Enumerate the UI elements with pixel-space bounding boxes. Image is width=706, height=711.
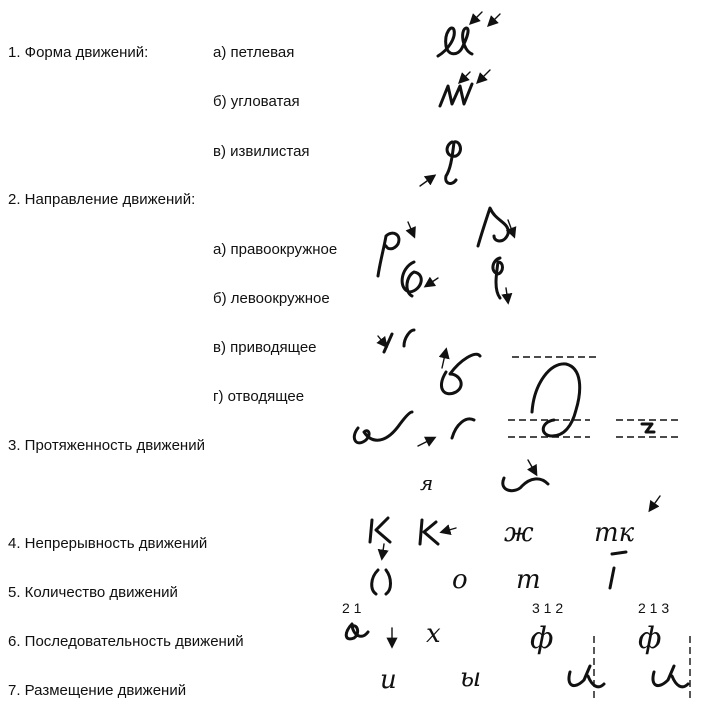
stroke-order-mark-3: 2 1 3 — [638, 600, 670, 616]
category-4-title: 4. Непрерывность движений — [8, 535, 208, 552]
letter-f-2: ф — [638, 621, 662, 656]
letter-kh: х — [426, 619, 441, 649]
category-1-option-b: б) угловатая — [213, 93, 300, 110]
letter-ya: я — [420, 471, 434, 495]
stroke-order-mark-2: 3 1 2 — [532, 600, 564, 616]
placement-samples — [569, 636, 690, 700]
category-1-title: 1. Форма движений: — [8, 44, 149, 61]
wavy-form-sample — [420, 142, 460, 186]
quantity-stroke-sample — [610, 552, 626, 588]
category-2-option-a: а) правоокружное — [213, 241, 338, 258]
category-5-title: 5. Количество движений — [8, 584, 178, 601]
letter-i: и — [380, 665, 397, 695]
abducting-sample — [508, 357, 680, 437]
category-6-title: 6. Последовательность движений — [8, 633, 244, 650]
category-2-option-d: г) отводящее — [213, 388, 305, 405]
letter-zh: ж — [504, 518, 534, 548]
quantity-samples — [372, 570, 391, 594]
letter-y: ы — [460, 663, 482, 693]
angular-form-sample — [440, 70, 490, 106]
category-3-title: 3. Протяженность движений — [8, 437, 205, 454]
category-1-option-a: а) петлевая — [213, 44, 295, 61]
category-7-title: 7. Размещение движений — [8, 682, 187, 699]
stroke-order-mark-1: 2 1 — [342, 600, 362, 616]
category-2-option-b: б) левоокружное — [213, 290, 330, 307]
adducting-sample — [378, 330, 480, 394]
extent-samples — [354, 412, 474, 446]
looped-form-sample — [438, 12, 500, 56]
counterclockwise-samples — [402, 258, 508, 302]
letter-t: т — [516, 565, 541, 595]
letter-o: о — [452, 565, 468, 595]
category-2-title: 2. Направление движений: — [8, 191, 196, 208]
extent-g-sample — [503, 460, 548, 491]
category-2-option-c: в) приводящее — [213, 339, 317, 356]
continuity-samples — [370, 518, 456, 558]
sequence-a-sample — [346, 624, 368, 639]
letter-f-1: ф — [530, 621, 554, 656]
letters-tk: тк — [594, 518, 635, 548]
category-1-option-c: в) извилистая — [213, 143, 310, 160]
